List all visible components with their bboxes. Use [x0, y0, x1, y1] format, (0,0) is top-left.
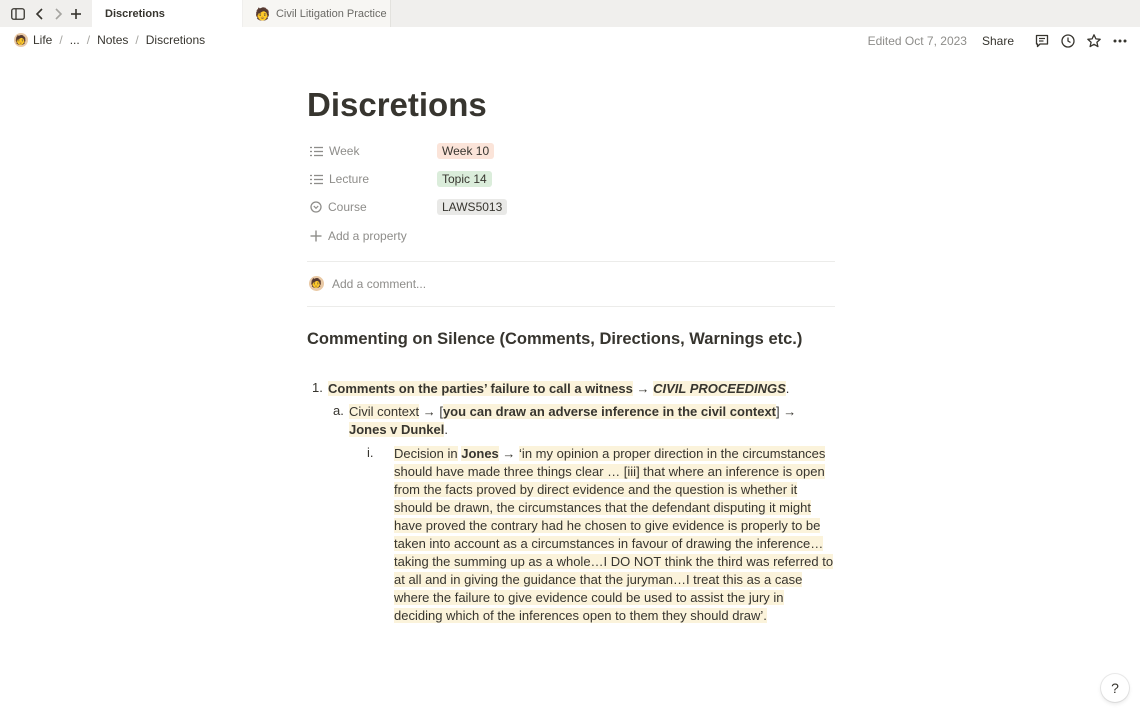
breadcrumb-separator: /	[86, 33, 91, 47]
edited-timestamp: Edited Oct 7, 2023	[867, 34, 967, 48]
list-item-1[interactable]: Comments on the parties’ failure to call a witness → CIVIL PROCEEDINGS.	[328, 381, 790, 396]
property-value-tag[interactable]: LAWS5013	[437, 199, 507, 215]
breadcrumb-ellipsis[interactable]: ...	[69, 33, 80, 47]
property-week[interactable]	[307, 138, 835, 164]
list-item-a[interactable]: Civil context → [you can draw an adverse inference in the civil context] → Jones v Dunkel.	[349, 404, 797, 437]
page-title[interactable]: Discretions	[307, 86, 487, 123]
breadcrumb-separator: /	[135, 33, 139, 47]
favorite-star-icon[interactable]	[1084, 31, 1104, 51]
list-marker: i.	[367, 445, 374, 460]
divider	[307, 261, 835, 262]
new-tab-icon[interactable]	[67, 5, 85, 23]
breadcrumb-life[interactable]: Life	[33, 33, 53, 47]
property-lecture[interactable]	[307, 166, 835, 192]
property-name: Course	[307, 200, 437, 214]
property-name: Lecture	[307, 172, 437, 186]
share-button[interactable]: Share	[981, 34, 1014, 48]
forward-arrow-icon[interactable]	[49, 5, 67, 23]
tab-label: Discretions	[105, 7, 165, 20]
list-marker: a.	[333, 403, 344, 418]
property-value-tag[interactable]: Topic 14	[437, 171, 492, 187]
avatar: 🧑	[309, 276, 324, 291]
tab-bar	[0, 0, 1140, 27]
select-circle-icon	[310, 201, 322, 213]
comments-icon[interactable]	[1032, 31, 1052, 51]
tab-label: Civil Litigation Practice	[275, 7, 387, 20]
property-value-tag[interactable]: Week 10	[437, 143, 494, 159]
header-actions	[868, 31, 1130, 51]
property-course[interactable]	[307, 194, 835, 220]
breadcrumb-notes[interactable]: Notes	[97, 33, 129, 47]
breadcrumb	[14, 33, 205, 47]
add-comment-input[interactable]: 🧑 Add a comment...	[310, 276, 427, 291]
tab-discretions[interactable]	[92, 0, 242, 27]
more-options-icon[interactable]	[1110, 31, 1130, 51]
add-property-button[interactable]: Add a property	[310, 229, 407, 243]
list-item-i[interactable]: Decision in Jones → ‘in my opinion a proper direction in the circumstances should have made three things clear … [iii] that where an inference is open from the facts proved by direct evidence and the question is whether it should be drawn, the circumstances that the defendant disputing it might have proved the contrary had he chosen to give evidence is properly to be taken into account as a circumstances in favour of drawing the inference…taking the summing up as a whole…I DO NOT think the third was referred to at all and in giving the guidance that the juryman…I treat this as a case where the failure to give evidence could be used to assist the jury in deciding which of the inferences open to them they should draw’.	[394, 446, 834, 623]
history-clock-icon[interactable]	[1058, 31, 1078, 51]
property-name: Week	[307, 144, 437, 158]
top-bar	[0, 27, 1140, 55]
section-heading[interactable]: Commenting on Silence (Comments, Directions, Warnings etc.)	[307, 330, 803, 348]
plus-icon	[310, 230, 322, 242]
person-emoji-icon: 🧑	[255, 6, 270, 21]
back-arrow-icon[interactable]	[31, 5, 49, 23]
tab-civil-litigation-practice[interactable]	[243, 0, 391, 27]
list-icon	[310, 146, 323, 157]
life-emoji-icon: 🧑	[14, 33, 28, 47]
breadcrumb-separator: /	[59, 33, 63, 47]
list-marker: 1.	[312, 380, 323, 395]
list-icon	[310, 174, 323, 185]
breadcrumb-discretions[interactable]: Discretions	[145, 33, 206, 47]
divider	[307, 306, 835, 307]
help-button[interactable]: ?	[1101, 674, 1129, 702]
sidebar-toggle-icon[interactable]	[9, 5, 27, 23]
